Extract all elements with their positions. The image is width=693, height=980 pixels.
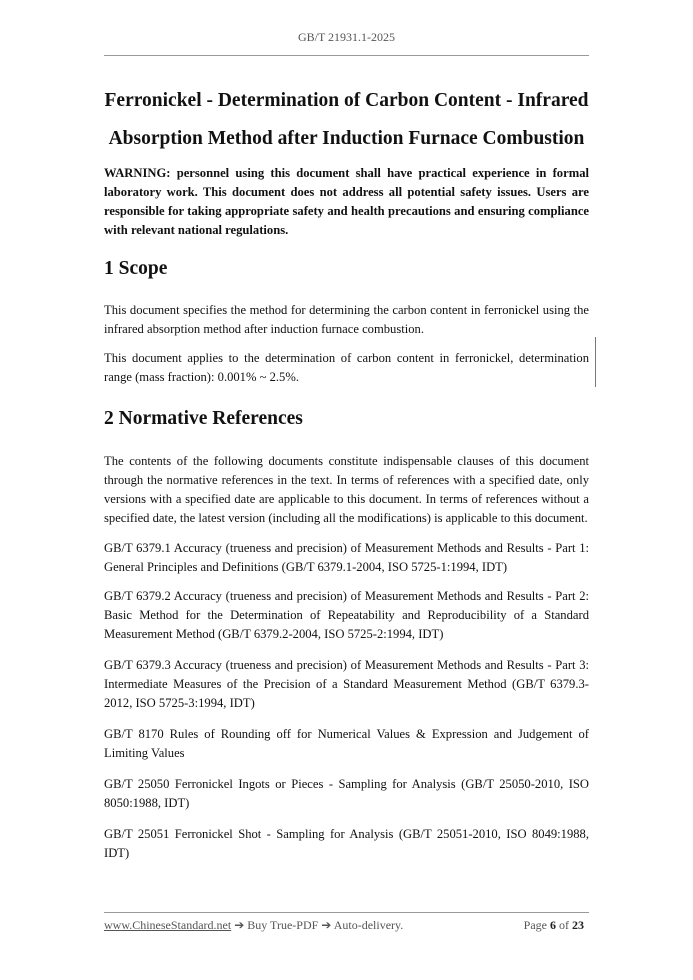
footer-rule — [104, 912, 589, 913]
warning-paragraph: WARNING: personnel using this document shall have practical experience in formal laboratory work. This document does not address all potential safety issues. Users are responsible for taking appropriate safety and health precautions and ensuring compliance with relevant national regulations. — [104, 166, 589, 237]
normative-intro: The contents of the following documents constitute indispensable clauses of this document through the normative references in the text. In terms of references with a specified date, only versions with a specified date are applicable to this document. In terms of references without a specified date, the latest version (including all the modifications) is applicable to this document. — [104, 454, 589, 525]
auto-delivery-label: Auto-delivery. — [333, 918, 404, 932]
scope-paragraph-1: This document specifies the method for determining the carbon content in ferronickel using the infrared absorption method after induction furnace combustion. — [104, 303, 589, 336]
footer-promo — [104, 918, 403, 933]
of-label: of — [559, 918, 569, 932]
right-arrow-icon: ➔ — [234, 918, 245, 932]
reference-item: GB/T 6379.1 Accuracy (trueness and precision) of Measurement Methods and Results - Part 1: General Principles and Definitions (GB/T 6379.1-2004, ISO 5725-1:1994, IDT) — [104, 541, 589, 574]
reference-item: GB/T 6379.3 Accuracy (trueness and precision) of Measurement Methods and Results - Part 3: Intermediate Measures of the Precision of a Standard Measurement Method (GB/T 6379.3-2012, ISO 5725-3:1994, IDT) — [104, 658, 589, 710]
reference-item: GB/T 25051 Ferronickel Shot - Sampling for Analysis (GB/T 25051-2010, ISO 8049:1988, IDT) — [104, 827, 589, 860]
buy-pdf-label: Buy True-PDF — [247, 918, 319, 932]
site-link[interactable]: www.ChineseStandard.net — [104, 918, 232, 932]
header-rule — [104, 55, 589, 56]
title-line-1: Ferronickel - Determination of Carbon Content - Infrared — [104, 90, 589, 111]
title-line-2: Absorption Method after Induction Furnace Combustion — [108, 128, 585, 149]
scope-paragraph-2: This document applies to the determination of carbon content in ferronickel, determination range (mass fraction): 0.001% ~ 2.5%. — [104, 351, 589, 384]
change-bar — [595, 337, 596, 387]
page-total: 23 — [572, 918, 584, 932]
reference-item: GB/T 8170 Rules of Rounding off for Numerical Values & Expression and Judgement of Limiting Values — [104, 727, 589, 760]
scope-heading: 1 Scope — [104, 258, 168, 279]
reference-item: GB/T 6379.2 Accuracy (trueness and precision) of Measurement Methods and Results - Part 2: Basic Method for the Determination of Repeatability and Reproducibility of a Standard Measurement Method (GB/T 6379.2-2004, ISO 5725-2:1994, IDT) — [104, 589, 589, 641]
right-arrow-icon: ➔ — [321, 918, 332, 932]
running-header: GB/T 21931.1-2025 — [297, 30, 396, 44]
page-indicator — [524, 918, 584, 933]
document-title — [104, 82, 589, 158]
normative-references-heading: 2 Normative References — [104, 408, 303, 429]
page-label: Page — [523, 918, 547, 932]
page-number: 6 — [550, 918, 556, 932]
reference-item: GB/T 25050 Ferronickel Ingots or Pieces - Sampling for Analysis (GB/T 25050-2010, ISO 8050:1988, IDT) — [104, 777, 589, 810]
